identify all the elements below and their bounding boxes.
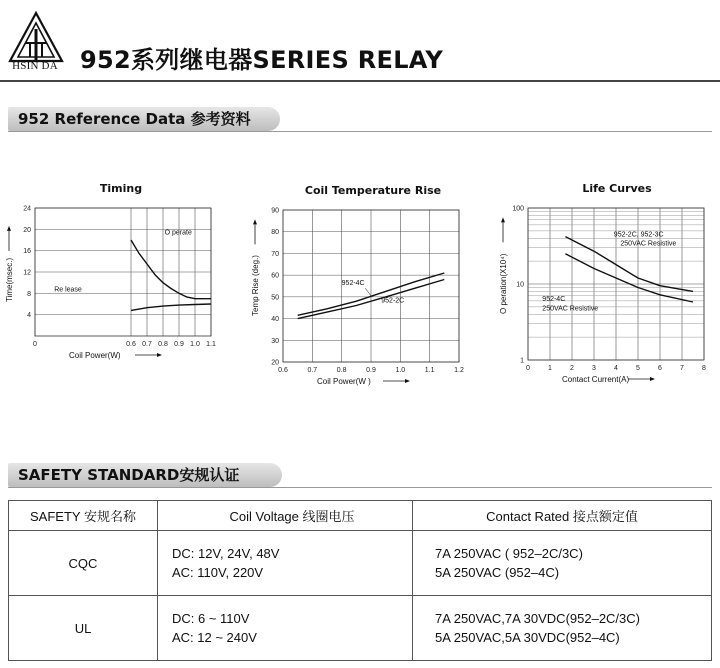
y-tick-label: 24 (23, 205, 31, 213)
coil-voltage-dc: DC: 12V, 24V, 48V (172, 546, 280, 561)
annotation-line: 952-2C, 952-3C (613, 231, 664, 239)
x-tick-label: 1.2 (454, 367, 464, 374)
chart-title: Life Curves (582, 182, 652, 195)
coil-voltage-ac: AC: 12 ~ 240V (172, 630, 257, 645)
x-tick-label: 2 (570, 365, 574, 372)
reference-section-heading: 952 Reference Data 参考资料 (8, 107, 280, 131)
y-tick-label: 4 (27, 312, 31, 320)
series-line (131, 240, 211, 299)
y-tick-label: 12 (23, 269, 31, 277)
series-label: 952-2C (381, 297, 405, 305)
x-tick-label: 1.1 (424, 367, 435, 374)
logo-text: HSIN DA (12, 60, 58, 72)
series-label: Re lease (54, 286, 82, 294)
y-tick-label: 100 (512, 205, 524, 213)
coil-voltage-cell (158, 531, 413, 596)
y-axis-arrowhead (253, 219, 257, 224)
y-tick-label: 20 (271, 359, 279, 367)
y-axis-label: Temp Rise (deg.) (251, 255, 260, 316)
y-axis-arrowhead (501, 217, 505, 222)
safety-section-heading: SAFETY STANDARD安规认证 (8, 463, 282, 487)
coil-temperature-chart (240, 180, 480, 390)
annotation-line: 250VAC Resistive (620, 240, 677, 248)
x-axis-label: Coil Power(W) (69, 351, 121, 360)
x-tick-label: 1 (548, 365, 552, 372)
x-tick-label: 1.0 (190, 341, 200, 348)
x-tick-label: 1.0 (395, 367, 406, 374)
contact-rated-line: 7A 250VAC,7A 30VDC(952–2C/3C) (435, 611, 640, 626)
x-tick-label: 0 (33, 341, 37, 348)
y-axis-label: O peration(X10⁴) (499, 253, 508, 314)
x-tick-label: 4 (614, 365, 618, 372)
x-axis-arrowhead (157, 353, 162, 357)
y-axis-label: Time(msec.) (5, 257, 14, 302)
coil-voltage-cell (158, 596, 413, 661)
series-label: 952-4C (341, 279, 365, 287)
y-tick-label: 8 (27, 290, 31, 298)
life-curves-chart (480, 180, 720, 390)
safety-name-cell: UL (9, 596, 158, 661)
y-tick-label: 20 (23, 226, 31, 234)
x-axis-arrowhead (650, 377, 655, 381)
y-tick-label: 80 (271, 229, 279, 237)
x-tick-label: 0.7 (142, 341, 152, 348)
safety-name-cell: CQC (9, 531, 158, 596)
contact-rated-line: 7A 250VAC ( 952–2C/3C) (435, 546, 583, 561)
annotation-line: 952-4C (542, 295, 566, 303)
reference-section-rule (8, 131, 712, 132)
y-axis-arrowhead (7, 226, 11, 231)
coil-voltage-ac: AC: 110V, 220V (172, 565, 264, 580)
y-tick-label: 60 (271, 272, 279, 280)
contact-rated-line: 5A 250VAC,5A 30VDC(952–4C) (435, 630, 620, 645)
safety-standard-table (8, 500, 712, 661)
header-contact-rated: Contact Rated 接点额定值 (413, 501, 712, 531)
x-axis-arrowhead (405, 379, 410, 383)
y-tick-label: 10 (516, 281, 524, 289)
x-tick-label: 6 (658, 365, 662, 372)
header-safety-name: SAFETY 安规名称 (9, 501, 158, 531)
x-tick-label: 0.8 (158, 341, 168, 348)
x-tick-label: 8 (702, 365, 706, 372)
x-tick-label: 0.9 (174, 341, 184, 348)
x-tick-label: 1.1 (206, 341, 216, 348)
series-line (131, 304, 211, 310)
x-tick-label: 0 (526, 365, 530, 372)
table-header-row (9, 501, 712, 531)
y-tick-label: 16 (23, 248, 31, 256)
x-tick-label: 0.7 (307, 367, 318, 374)
contact-rated-cell (413, 531, 712, 596)
y-tick-label: 1 (520, 357, 524, 365)
header-coil-voltage: Coil Voltage 线圈电压 (158, 501, 413, 531)
safety-section-rule (8, 487, 712, 488)
coil-voltage-dc: DC: 6 ~ 110V (172, 611, 250, 626)
chart-title: Timing (99, 182, 143, 195)
annotation-line: 250VAC Resistive (542, 305, 599, 313)
x-tick-label: 0.6 (126, 341, 136, 348)
x-tick-label: 0.9 (366, 367, 376, 374)
x-tick-label: 0.6 (278, 367, 288, 374)
contact-rated-line: 5A 250VAC (952–4C) (435, 565, 560, 580)
x-axis-label: Coil Power(W ) (317, 377, 371, 386)
x-tick-label: 3 (592, 365, 596, 372)
x-axis-label: Contact Current(A) (562, 375, 630, 384)
table-row (9, 596, 712, 661)
table-row (9, 531, 712, 596)
contact-rated-cell (413, 596, 712, 661)
y-tick-label: 50 (271, 294, 279, 302)
x-tick-label: 7 (680, 365, 684, 372)
label-leader (365, 288, 371, 296)
timing-chart (0, 180, 240, 390)
series-label: O perate (164, 229, 192, 237)
y-tick-label: 90 (271, 207, 279, 215)
x-tick-label: 0.8 (336, 367, 347, 374)
x-tick-label: 5 (636, 365, 640, 372)
y-tick-label: 30 (271, 337, 279, 345)
chart-title: Coil Temperature Rise (304, 184, 442, 197)
header-divider (0, 80, 720, 82)
document-title: 952系列继电器SERIES RELAY (80, 46, 444, 74)
y-tick-label: 40 (271, 316, 279, 324)
y-tick-label: 70 (271, 250, 279, 258)
